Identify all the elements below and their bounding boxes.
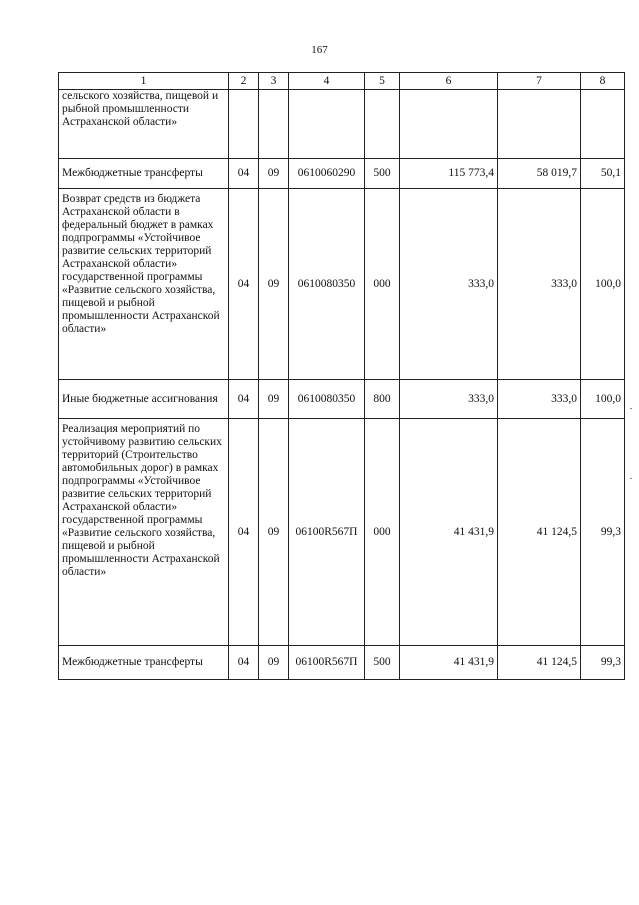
planned-amount-cell bbox=[400, 90, 498, 159]
table-header-row bbox=[59, 73, 625, 90]
target-article-cell: 06100R567П bbox=[289, 646, 365, 680]
column-header: 1 bbox=[59, 73, 229, 90]
row-name: Возврат средств из бюджета Астраханской области в федеральный бюджет в рамках подпрограммы «Устойчивое развитие сельских территорий Астраханской области» государственной программы «Развитие сельского хозяйства, пищевой и рыбной промышленности Астраханской области» bbox=[59, 189, 229, 380]
percent-cell: 50,1 bbox=[581, 159, 625, 189]
executed-amount-cell: 58 019,7 bbox=[498, 159, 581, 189]
planned-amount-cell: 115 773,4 bbox=[400, 159, 498, 189]
percent-cell: 99,3 bbox=[581, 646, 625, 680]
row-name: Межбюджетные трансферты bbox=[59, 646, 229, 680]
page-number: 167 bbox=[311, 44, 328, 56]
scan-speck bbox=[630, 408, 632, 409]
executed-amount-cell: 41 124,5 bbox=[498, 646, 581, 680]
executed-amount-cell bbox=[498, 90, 581, 159]
target-article-cell: 0610080350 bbox=[289, 189, 365, 380]
subsection-cell bbox=[259, 90, 289, 159]
executed-amount-cell: 41 124,5 bbox=[498, 419, 581, 646]
column-header: 5 bbox=[365, 73, 400, 90]
row-name: сельского хозяйства, пищевой и рыбной промышленности Астраханской области» bbox=[59, 90, 229, 159]
column-header: 3 bbox=[259, 73, 289, 90]
table-row bbox=[59, 380, 625, 419]
column-header: 2 bbox=[229, 73, 259, 90]
percent-cell: 100,0 bbox=[581, 380, 625, 419]
expense-type-cell bbox=[365, 90, 400, 159]
target-article-cell bbox=[289, 90, 365, 159]
table-row bbox=[59, 189, 625, 380]
column-header: 4 bbox=[289, 73, 365, 90]
expense-type-cell: 000 bbox=[365, 189, 400, 380]
table-row bbox=[59, 419, 625, 646]
section-cell: 04 bbox=[229, 159, 259, 189]
planned-amount-cell: 41 431,9 bbox=[400, 419, 498, 646]
executed-amount-cell: 333,0 bbox=[498, 189, 581, 380]
column-header: 8 bbox=[581, 73, 625, 90]
section-cell: 04 bbox=[229, 189, 259, 380]
expense-type-cell: 500 bbox=[365, 646, 400, 680]
section-cell: 04 bbox=[229, 646, 259, 680]
subsection-cell: 09 bbox=[259, 159, 289, 189]
section-cell bbox=[229, 90, 259, 159]
subsection-cell: 09 bbox=[259, 189, 289, 380]
column-header: 6 bbox=[400, 73, 498, 90]
target-article-cell: 0610080350 bbox=[289, 380, 365, 419]
table-row bbox=[59, 90, 625, 159]
planned-amount-cell: 333,0 bbox=[400, 380, 498, 419]
target-article-cell: 0610060290 bbox=[289, 159, 365, 189]
expense-type-cell: 000 bbox=[365, 419, 400, 646]
subsection-cell: 09 bbox=[259, 380, 289, 419]
percent-cell: 99,3 bbox=[581, 419, 625, 646]
percent-cell bbox=[581, 90, 625, 159]
planned-amount-cell: 333,0 bbox=[400, 189, 498, 380]
section-cell: 04 bbox=[229, 380, 259, 419]
target-article-cell: 06100R567П bbox=[289, 419, 365, 646]
row-name: Межбюджетные трансферты bbox=[59, 159, 229, 189]
column-header: 7 bbox=[498, 73, 581, 90]
executed-amount-cell: 333,0 bbox=[498, 380, 581, 419]
table-row bbox=[59, 159, 625, 189]
scan-speck bbox=[630, 478, 632, 479]
section-cell: 04 bbox=[229, 419, 259, 646]
expense-type-cell: 800 bbox=[365, 380, 400, 419]
expense-type-cell: 500 bbox=[365, 159, 400, 189]
planned-amount-cell: 41 431,9 bbox=[400, 646, 498, 680]
percent-cell: 100,0 bbox=[581, 189, 625, 380]
subsection-cell: 09 bbox=[259, 419, 289, 646]
row-name: Иные бюджетные ассигнования bbox=[59, 380, 229, 419]
subsection-cell: 09 bbox=[259, 646, 289, 680]
budget-table bbox=[58, 72, 625, 680]
table-row bbox=[59, 646, 625, 680]
row-name: Реализация мероприятий по устойчивому развитию сельских территорий (Строительство автомобильных дорог) в рамках подпрограммы «Устойчивое развитие сельских территорий Астраханской области» государственной программы «Развитие сельского хозяйства, пищевой и рыбной промышленности Астраханской области» bbox=[59, 419, 229, 646]
